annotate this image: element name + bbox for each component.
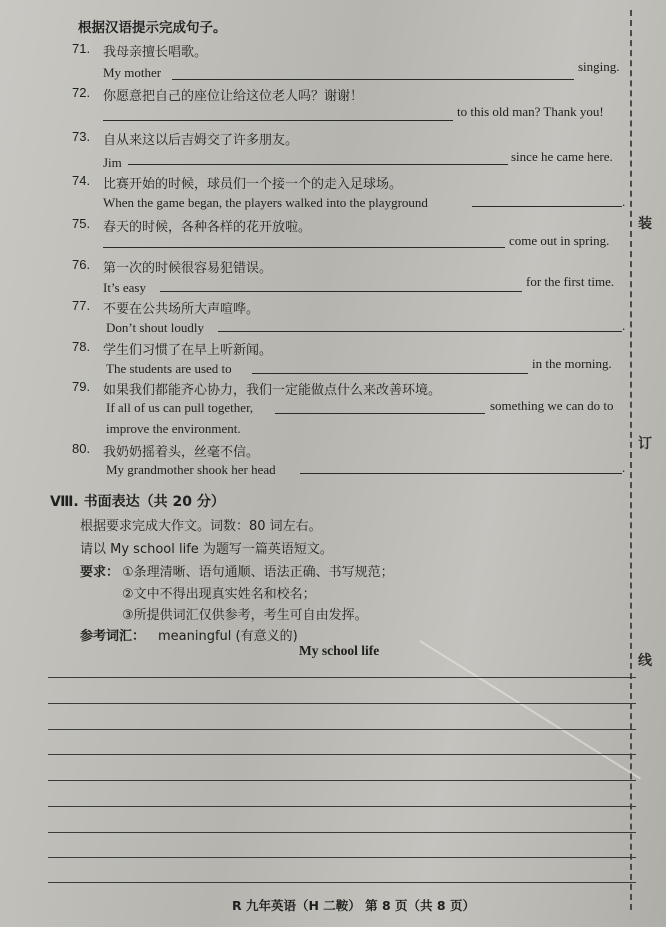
writing-line[interactable] xyxy=(48,806,636,807)
vocab-label: 参考词汇： xyxy=(80,629,146,644)
question-suffix: singing. xyxy=(578,59,620,74)
answer-blank[interactable] xyxy=(128,152,508,165)
writing-line[interactable] xyxy=(48,857,636,858)
answer-blank[interactable] xyxy=(300,461,622,474)
section-heading: Ⅷ. 书面表达（共 20 分） xyxy=(50,494,225,510)
task-line-2: 请以 My school life 为题写一篇英语短文。 xyxy=(80,542,333,557)
writing-line[interactable] xyxy=(48,780,636,781)
requirements-label: 要求： xyxy=(80,565,120,580)
writing-line[interactable] xyxy=(48,677,636,678)
question-prefix: When the game began, the players walked into the playground xyxy=(103,195,428,210)
question-prefix: Jim xyxy=(103,155,122,170)
question-number: 79. xyxy=(72,379,91,394)
question-prefix: My grandmother shook her head xyxy=(106,462,276,477)
answer-blank[interactable] xyxy=(172,67,574,80)
question-suffix: to this old man? Thank you! xyxy=(457,104,604,119)
binding-line xyxy=(630,10,632,910)
question-chinese: 春天的时候，各种各样的花开放啦。 xyxy=(103,220,312,235)
question-suffix: something we can do to xyxy=(490,398,614,413)
vocab-list: meaningful (有意义的) xyxy=(158,629,298,644)
writing-line[interactable] xyxy=(48,832,636,833)
question-suffix: . xyxy=(622,460,626,475)
question-number: 74. xyxy=(72,173,91,188)
question-chinese: 你愿意把自己的座位让给这位老人吗？谢谢！ xyxy=(103,89,364,104)
question-prefix: My mother xyxy=(103,65,162,80)
question-suffix: come out in spring. xyxy=(509,233,610,248)
question-suffix: in the morning. xyxy=(532,356,612,371)
answer-blank[interactable] xyxy=(472,194,622,207)
question-suffix: . xyxy=(622,318,626,333)
question-number: 75. xyxy=(72,216,91,231)
question-number: 71. xyxy=(72,41,91,56)
question-chinese: 我奶奶摇着头，丝毫不信。 xyxy=(103,445,260,460)
answer-blank[interactable] xyxy=(103,108,453,121)
question-prefix: Don’t shout loudly xyxy=(106,320,204,335)
question-chinese: 自从来这以后吉姆交了许多朋友。 xyxy=(103,133,299,148)
binding-char-3: 线 xyxy=(638,653,652,669)
question-number: 78. xyxy=(72,339,91,354)
answer-blank[interactable] xyxy=(160,279,522,292)
writing-line[interactable] xyxy=(48,754,636,755)
question-suffix: . xyxy=(622,194,626,209)
task-line-1: 根据要求完成大作文。词数：80 词左右。 xyxy=(80,519,322,534)
question-number: 80. xyxy=(72,441,91,456)
question-prefix: If all of us can pull together, xyxy=(106,400,254,415)
binding-char-2: 订 xyxy=(638,436,652,452)
answer-blank[interactable] xyxy=(275,401,485,414)
question-suffix: since he came here. xyxy=(511,149,613,164)
answer-blank[interactable] xyxy=(252,361,528,374)
question-chinese: 第一次的时候很容易犯错误。 xyxy=(103,261,273,276)
question-number: 73. xyxy=(72,129,91,144)
question-chinese: 不要在公共场所大声喧哗。 xyxy=(103,302,260,317)
question-suffix: for the first time. xyxy=(526,274,615,289)
page-footer: R 九年英语（H 二鞍） 第 8 页（共 8 页） xyxy=(232,898,475,913)
question-chinese: 学生们习惯了在早上听新闻。 xyxy=(103,343,273,358)
answer-blank[interactable] xyxy=(103,235,505,248)
writing-line[interactable] xyxy=(48,882,636,883)
question-number: 76. xyxy=(72,257,91,272)
requirement-3: ③所提供词汇仅供参考，考生可自由发挥。 xyxy=(122,608,368,623)
writing-line[interactable] xyxy=(48,703,636,704)
requirement-2: ②文中不得出现真实姓名和校名； xyxy=(122,587,316,602)
requirement-1: ①条理清晰、语句通顺、语法正确、书写规范； xyxy=(122,565,394,580)
question-suffix-continued: improve the environment. xyxy=(106,421,241,436)
binding-char-1: 装 xyxy=(638,216,652,232)
question-chinese: 如果我们都能齐心协力，我们一定能做点什么来改善环境。 xyxy=(103,383,442,398)
question-prefix: It’s easy xyxy=(103,280,146,295)
section-instructions: 根据汉语提示完成句子。 xyxy=(78,20,227,36)
answer-blank[interactable] xyxy=(218,319,622,332)
question-chinese: 比赛开始的时候，球员们一个接一个的走入足球场。 xyxy=(103,177,403,192)
question-number: 72. xyxy=(72,85,91,100)
question-prefix: The students are used to xyxy=(106,361,232,376)
question-number: 77. xyxy=(72,298,91,313)
essay-title: My school life xyxy=(299,643,380,658)
writing-line[interactable] xyxy=(48,729,636,730)
question-chinese: 我母亲擅长唱歌。 xyxy=(103,45,208,60)
